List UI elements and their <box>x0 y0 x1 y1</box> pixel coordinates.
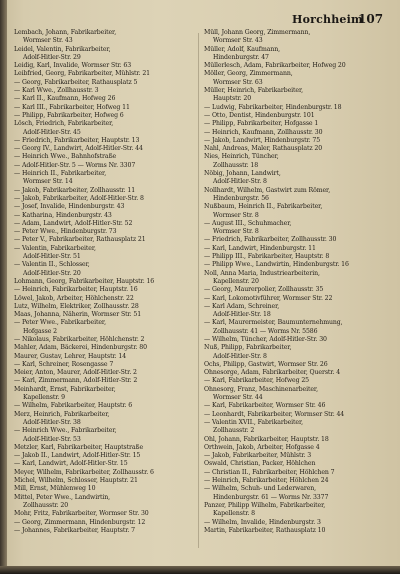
directory-entry: Oswald, Christian, Packer, Höhlchen <box>204 460 316 468</box>
directory-entry: Ohnesorge, Adam, Fabrikarbeiter, Querstr. 4 <box>204 369 341 377</box>
directory-entry-continuation: Adolf-Hitler-Str. 45 <box>23 128 81 136</box>
directory-entry: — Valentin, Fabrikarbeiter, <box>14 244 96 252</box>
directory-entry: — Karl, Fabrikarbeiter, Hofweg 25 <box>204 377 310 385</box>
directory-entry: — Nikolaus, Fabrikarbeiter, Höhlchenstr. 2 <box>14 335 145 343</box>
directory-entry: — Valentin XVII., Fabrikarbeiter, <box>204 418 303 426</box>
directory-entry: Maas, Johanna, Näherin, Wormser Str. 51 <box>14 311 142 319</box>
directory-entry-continuation: Kapellenstr. 20 <box>213 277 259 285</box>
directory-entry-continuation: Zollhausstr. 18 <box>213 161 259 169</box>
directory-entry: Möller, Georg, Zimmermann, <box>204 70 293 78</box>
directory-entry: — Valentin II., Schlosser, <box>14 261 90 269</box>
directory-entry: — Peter Wwe., Hindenburgstr. 73 <box>14 228 117 236</box>
directory-entry: Lösch, Friedrich, Fabrikarbeiter, <box>14 120 114 128</box>
directory-entry: Leidig, Karl, Invalide, Wormser Str. 63 <box>14 62 132 70</box>
directory-entry: — Georg, Zimmermann, Hindenburgstr. 12 <box>14 518 146 526</box>
directory-entry: — Josef, Invalide, Hindenburgstr. 43 <box>14 203 125 211</box>
directory-entry: — Heinrich Wwe., Fabrikarbeiter, <box>14 427 117 435</box>
directory-entry-continuation: Adolf-Hitler-Str. 51 <box>23 253 81 261</box>
directory-entry: Panzer, Philipp Wilhelm, Fabrikarbeiter, <box>204 501 326 509</box>
directory-entry: — Georg, Fabrikarbeiter, Rathausplatz 5 <box>14 78 138 86</box>
directory-entry: Leidel, Valentin, Fabrikarbeiter, <box>14 45 111 53</box>
directory-entry: Mohr, Fritz, Fabrikarbeiter, Wormser Str. 30 <box>14 510 149 518</box>
directory-entry: Müll, Johann Georg, Zimmermann, <box>204 29 311 36</box>
directory-column-left <box>14 29 193 556</box>
directory-entry: — August III., Schuhmacher, <box>204 219 292 227</box>
directory-entry-continuation: Adolf-Hitler-Str. 38 <box>23 418 81 426</box>
directory-entry: — Wilhelm, Invalide, Hindenburgstr. 3 <box>204 518 321 526</box>
directory-entry-continuation: Wormser Str. 63 <box>213 78 263 86</box>
page-edge-left <box>0 0 7 574</box>
directory-entry-continuation: Hofgasse 2 <box>23 327 57 335</box>
directory-entry-continuation: Wormser Str. 8 <box>213 228 259 236</box>
directory-entry: — Karl, Lokomotivführer, Wormser Str. 22 <box>204 294 333 302</box>
directory-entry: Ohnesorg, Franz, Maschinenarbeiter, <box>204 385 318 393</box>
directory-entry: — Peter V., Fabrikarbeiter, Rathausplatz 21 <box>14 236 146 244</box>
directory-entry-continuation: Wormser Str. 8 <box>213 211 259 219</box>
directory-entry: Ohl, Johann, Fabrikarbeiter, Hauptstr. 18 <box>204 435 329 443</box>
directory-entry: — Johannes, Fabrikarbeiter, Hauptstr. 7 <box>14 526 136 534</box>
directory-entry: Nuß, Philipp, Fabrikarbeiter, <box>204 344 292 352</box>
directory-entry: Lohmann, Georg, Fabrikarbeiter, Hauptstr. 16 <box>14 277 155 285</box>
directory-entry: — Karl Wwe., Zollhausstr. 3 <box>14 87 99 95</box>
directory-entry: Orthwein, Jakob, Arbeiter, Hofgasse 4 <box>204 443 320 451</box>
directory-entry-continuation: Hindenburgstr. 56 <box>213 194 269 202</box>
directory-entry: Martin, Fabrikarbeiter, Rathausplatz 10 <box>204 526 326 534</box>
directory-entry: Noll, Anna Maria, Industriearbeiterin, <box>204 269 320 277</box>
directory-entry: Mahler, Adam, Bäckerei, Hindenburgstr. 80 <box>14 344 147 352</box>
directory-entry: — Wilhelm, Tüncher, Adolf-Hitler-Str. 30 <box>204 335 327 343</box>
directory-entry: Maurer, Gustav, Lehrer, Hauptstr. 14 <box>14 352 127 360</box>
directory-entry-continuation: Adolf-Hitler-Str. 53 <box>23 435 81 443</box>
directory-entry: — Jakob, Fabrikarbeiter, Mühlstr. 3 <box>204 452 312 460</box>
directory-entry: — Philipp, Fabrikarbeiter, Hofgasse 1 <box>204 120 319 128</box>
directory-entry-continuation: Zollhausstr. 41 — Worms Nr. 5586 <box>213 327 318 335</box>
directory-entry: Mittel, Peter Wwe., Landwirtin, <box>14 493 110 501</box>
page-number: 107 <box>358 12 384 26</box>
directory-entry: — Philipp, Fabrikarbeiter, Hofweg 6 <box>14 111 124 119</box>
directory-entry: — Heinrich, Fabrikarbeiter, Hauptstr. 16 <box>14 286 138 294</box>
page-edge-bottom <box>0 566 400 574</box>
directory-entry: — Peter Wwe., Fabrikarbeiter, <box>14 319 106 327</box>
directory-entry: Meier, Anton, Maurer, Adolf-Hitler-Str. 2 <box>14 369 137 377</box>
directory-entry: — Otto, Dentist, Hindenburgstr. 101 <box>204 111 315 119</box>
directory-entry: — Leonhardt, Fabrikarbeiter, Wormser Str. 44 <box>204 410 345 418</box>
directory-entry: — Katharina, Hindenburgstr. 43 <box>14 211 112 219</box>
directory-entry: Meinhardt, Ernst, Fabrikarbeiter, <box>14 385 116 393</box>
directory-entry-continuation: Wormser Str. 14 <box>23 178 73 186</box>
directory-entry: Lembach, Johann, Fabrikarbeiter, <box>14 29 117 36</box>
directory-entry-continuation: Hauptstr. 20 <box>213 95 252 103</box>
directory-entry-continuation: Zollhausstr. 20 <box>23 501 69 509</box>
directory-entry-continuation: Adolf-Hitler-Str. 29 <box>23 53 81 61</box>
directory-entry: — Jakob, Landwirt, Hindenburgstr. 75 <box>204 136 321 144</box>
directory-entry: — Ludwig, Fabrikarbeiter, Hindenburgstr. 18 <box>204 103 342 111</box>
directory-entry: — Karl, Schreiner, Rosengasse 7 <box>14 360 114 368</box>
directory-entry-continuation: Hindenburgstr. 47 <box>213 53 269 61</box>
directory-entry: Michel, Wilhelm, Schlosser, Hauptstr. 21 <box>14 477 138 485</box>
directory-entry: Metzler, Karl, Fabrikarbeiter, Hauptstraße <box>14 443 144 451</box>
directory-entry-continuation: Kapellenstr. 9 <box>23 394 65 402</box>
directory-entry: Müller, Heinrich, Fabrikarbeiter, <box>204 87 304 95</box>
directory-entry: — Heinrich II., Fabrikarbeiter, <box>14 170 107 178</box>
column-divider <box>198 33 199 548</box>
directory-entry: Ochs, Philipp, Gastwirt, Wormser Str. 26 <box>204 360 328 368</box>
directory-entry: — Heinrich, Fabrikarbeiter, Höhlchen 24 <box>204 477 329 485</box>
directory-entry: Nies, Heinrich, Tüncher, <box>204 153 279 161</box>
directory-entry: Lutz, Wilhelm, Elektriker, Zollhausstr. 28 <box>14 302 139 310</box>
directory-entry: — Christian II., Fabrikarbeiter, Höhlchen 7 <box>204 468 335 476</box>
directory-entry: — Wilhelm, Schuh- und Lederwaren, <box>204 485 317 493</box>
directory-entry: Müllerlesch, Adam, Fabrikarbeiter, Hofweg 20 <box>204 62 346 70</box>
directory-entry: — Philipp III., Fabrikarbeiter, Hauptstr. 8 <box>204 253 330 261</box>
directory-entry: — Adolf-Hitler-Str. 5 — Worms Nr. 3307 <box>14 161 136 169</box>
directory-entry: Meyer, Wilhelm, Fabrikarbeiter, Zollhausstr. 6 <box>14 468 154 476</box>
directory-entry: — Heinrich Wwe., Bahnhofstraße <box>14 153 117 161</box>
directory-entry: Nollhardt, Wilhelm, Gastwirt zum Römer, <box>204 186 331 194</box>
directory-entry: — Adam, Landwirt, Adolf-Hitler-Str. 52 <box>14 219 133 227</box>
directory-entry-continuation: Hindenburgstr. 61 — Worms Nr. 3377 <box>213 493 329 501</box>
directory-entry: — Karl, Maurermeister, Baumunternehmung, <box>204 319 343 327</box>
directory-entry: Mill, Ernst, Mühlenweg 10 <box>14 485 96 493</box>
directory-entry: — Jakob II., Landwirt, Adolf-Hitler-Str. 15 <box>14 452 141 460</box>
directory-entry: Leibfried, Georg, Fabrikarbeiter, Mühlstr. 21 <box>14 70 151 78</box>
directory-entry: — Georg IV., Landwirt, Adolf-Hitler-Str. 44 <box>14 145 143 153</box>
directory-entry: Löwel, Jakob, Arbeiter, Höhlchenstr. 22 <box>14 294 134 302</box>
directory-entry: — Philipp Wwe., Landwirtin, Hindenburgstr. 16 <box>204 261 349 269</box>
directory-entry-continuation: Adolf-Hitler-Str. 20 <box>23 269 81 277</box>
directory-entry: — Karl, Landwirt, Adolf-Hitler-Str. 15 <box>14 460 128 468</box>
directory-entry-continuation: Adolf-Hitler-Str. 8 <box>213 352 267 360</box>
directory-entry: — Jakob, Fabrikarbeiter, Zollhausstr. 11 <box>14 186 136 194</box>
directory-entry: — Georg, Maurerpolier, Zollhausstr. 35 <box>204 286 324 294</box>
directory-entry-continuation: Wormser Str. 43 <box>213 37 263 45</box>
directory-entry: — Karl Adam, Schreiner, <box>204 302 280 310</box>
directory-entry: Müller, Adolf, Kaufmann, <box>204 45 280 53</box>
directory-entry: — Karl, Zimmermann, Adolf-Hitler-Str. 2 <box>14 377 138 385</box>
directory-entry: — Jakob, Fabrikarbeiter, Adolf-Hitler-Str. 8 <box>14 194 144 202</box>
directory-entry-continuation: Zollhausstr. 2 <box>213 427 255 435</box>
directory-entry: Nahl, Andreas, Maler, Rathausplatz 20 <box>204 145 323 153</box>
directory-columns <box>14 29 384 556</box>
directory-entry-continuation: Adolf-Hitler-Str. 8 <box>213 178 267 186</box>
running-head: Horchheim <box>292 13 363 26</box>
directory-entry: — Heinrich, Kaufmann, Zollhausstr. 30 <box>204 128 323 136</box>
directory-entry: — Karl III., Fabrikarbeiter, Hofweg 11 <box>14 103 130 111</box>
directory-entry: — Wilhelm, Fabrikarbeiter, Hauptstr. 6 <box>14 402 133 410</box>
directory-entry: Merz, Heinrich, Fabrikarbeiter, <box>14 410 110 418</box>
directory-entry: — Friedrich, Fabrikarbeiter, Zollhausstr. 30 <box>204 236 337 244</box>
directory-entry: — Karl, Fabrikarbeiter, Wormser Str. 46 <box>204 402 326 410</box>
directory-entry-continuation: Wormser Str. 44 <box>213 394 263 402</box>
directory-entry: Nußbaum, Heinrich II., Fabrikarbeiter, <box>204 203 323 211</box>
directory-entry: — Karl II., Kaufmann, Hofweg 26 <box>14 95 116 103</box>
directory-entry: Nöbig, Johann, Landwirt, <box>204 170 281 178</box>
directory-entry-continuation: Wormser Str. 43 <box>23 37 73 45</box>
directory-entry: — Karl, Landwirt, Hindenburgstr. 11 <box>204 244 316 252</box>
directory-entry: — Friedrich, Fabrikarbeiter, Hauptstr. 13 <box>14 136 140 144</box>
directory-entry-continuation: Kapellenstr. 8 <box>213 510 255 518</box>
directory-entry-continuation: Adolf-Hitler-Str. 18 <box>213 311 271 319</box>
directory-column-right <box>204 29 383 556</box>
